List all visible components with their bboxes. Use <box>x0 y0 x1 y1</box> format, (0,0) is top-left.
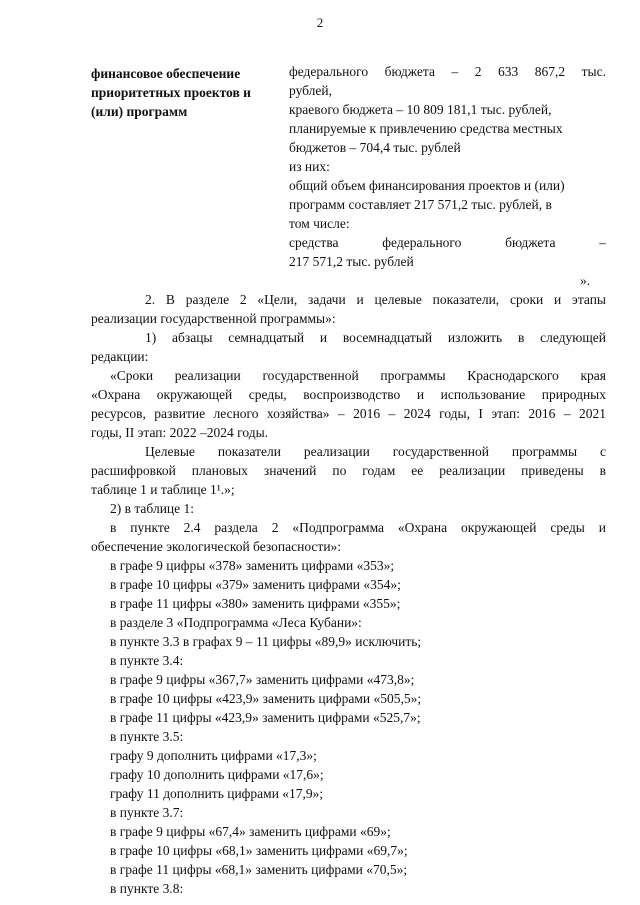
body-line: в пункте 3.8: <box>110 881 184 896</box>
body-line: в графе 11 цифры «380» заменить цифрами «355»; <box>110 596 401 611</box>
body-line: «Охрана окружающей среды, воспроизводство и использование природных <box>91 387 606 402</box>
word: средства <box>289 235 339 250</box>
funding-line: краевого бюджета – 10 809 181,1 тыс. рублей, <box>289 102 552 117</box>
body-line: в пункте 2.4 раздела 2 «Подпрограмма «Охрана окружающей среды и <box>110 520 606 535</box>
body-line: редакции: <box>91 349 149 364</box>
body-line: «Сроки реализации государственной программы Краснодарского края <box>110 368 606 383</box>
funding-line: программ составляет 217 571,2 тыс. рублей, в <box>289 197 552 212</box>
closing-quote: ». <box>580 273 591 288</box>
body-line: таблице 1 и таблице 1¹.»; <box>91 482 235 497</box>
word: бюджета <box>505 235 556 250</box>
body-line: графу 9 дополнить цифрами «17,3»; <box>110 748 317 763</box>
funding-line: общий объем финансирования проектов и (или) <box>289 178 565 193</box>
word: – <box>599 235 606 250</box>
funding-line: бюджетов – 704,4 тыс. рублей <box>289 140 461 155</box>
funding-line: 217 571,2 тыс. рублей <box>289 254 414 269</box>
body-line: 2. В разделе 2 «Цели, задачи и целевые показатели, сроки и этапы <box>145 292 606 307</box>
body-line: в графе 10 цифры «68,1» заменить цифрами «69,7»; <box>110 843 408 858</box>
funding-line: планируемые к привлечению средства местных <box>289 121 563 136</box>
body-line: расшифровкой плановых значений по годам ее реализации приведены в <box>91 463 606 478</box>
funding-line: федерального бюджета – 2 633 867,2 тыс. <box>289 64 606 79</box>
funding-label-line: (или) программ <box>91 104 188 119</box>
body-line: в графе 9 цифры «378» заменить цифрами «353»; <box>110 558 395 573</box>
body-line: в пункте 3.7: <box>110 805 184 820</box>
body-line: обеспечение экологической безопасности»: <box>91 539 342 554</box>
body-line: ресурсов, развитие лесного хозяйства» – 2016 – 2024 годы, I этап: 2016 – 2021 <box>91 406 606 421</box>
page-number: 2 <box>316 15 324 30</box>
body-line: в графе 11 цифры «423,9» заменить цифрами «525,7»; <box>110 710 421 725</box>
body-line: в разделе 3 «Подпрограмма «Леса Кубани»: <box>110 615 362 630</box>
body-line: графу 10 дополнить цифрами «17,6»; <box>110 767 324 782</box>
body-line: графу 11 дополнить цифрами «17,9»; <box>110 786 324 801</box>
funding-line: том числе: <box>289 216 350 231</box>
body-line: в графе 9 цифры «67,4» заменить цифрами «69»; <box>110 824 391 839</box>
funding-label-line: приоритетных проектов и <box>91 85 251 100</box>
body-line: в пункте 3.5: <box>110 729 184 744</box>
federal-budget-line <box>289 235 606 251</box>
body-line: в графе 10 цифры «379» заменить цифрами «354»; <box>110 577 401 592</box>
body-line: в графе 10 цифры «423,9» заменить цифрами «505,5»; <box>110 691 422 706</box>
body-line: Целевые показатели реализации государственной программы с <box>145 444 606 459</box>
body-line: 2) в таблице 1: <box>110 501 195 516</box>
body-line: в пункте 3.3 в графах 9 – 11 цифры «89,9» исключить; <box>110 634 422 649</box>
body-line: реализации государственной программы»: <box>91 311 336 326</box>
body-line: годы, II этап: 2022 –2024 годы. <box>91 425 269 440</box>
body-line: в графе 9 цифры «367,7» заменить цифрами «473,8»; <box>110 672 415 687</box>
funding-label <box>91 64 271 121</box>
word: федерального <box>382 235 462 250</box>
funding-label-line: финансовое обеспечение <box>91 66 241 81</box>
body-line: в пункте 3.4: <box>110 653 184 668</box>
funding-line: рублей, <box>289 83 333 98</box>
funding-line: из них: <box>289 159 330 174</box>
body-line: в графе 11 цифры «68,1» заменить цифрами «70,5»; <box>110 862 408 877</box>
body-line: 1) абзацы семнадцатый и восемнадцатый изложить в следующей <box>145 330 606 345</box>
